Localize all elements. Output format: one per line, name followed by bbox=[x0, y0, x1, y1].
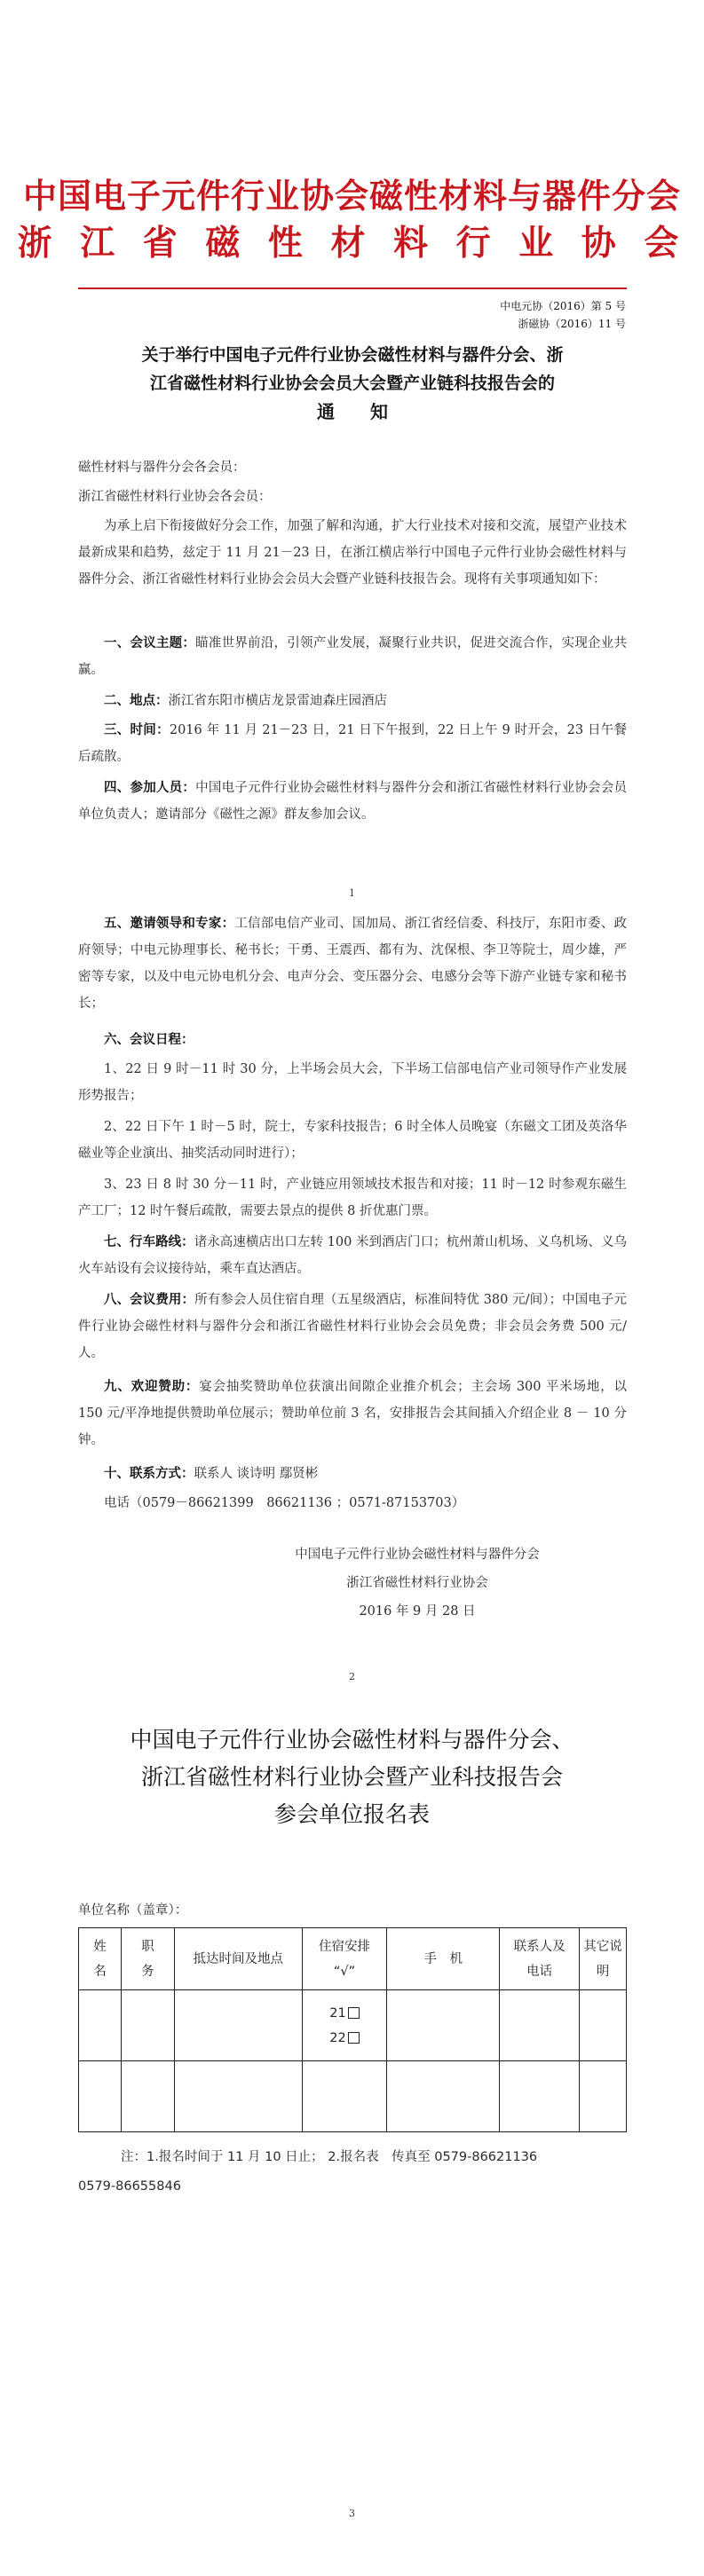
registration-table bbox=[78, 1927, 627, 2132]
item-theme: 一、会议主题：瞄准世界前沿，引领产业发展，凝聚行业共识，促进交流合作，实现企业共赢。 bbox=[78, 636, 628, 677]
col-contact: 联系人及 电话 bbox=[500, 1928, 580, 1990]
col-stay: 住宿安排 “√” bbox=[302, 1928, 387, 1990]
agenda-2: 2、22 日下午 1 时－5 时，院士，专家科技报告；6 时全体人员晚宴（东磁文工团及英洛华磁业等企业演出、抽奖活动同时进行）； bbox=[78, 1120, 627, 1161]
item-agenda: 六、会议日程： bbox=[104, 1033, 194, 1047]
form-title-line-1: 中国电子元件行业协会磁性材料与器件分会、 bbox=[130, 1727, 574, 1753]
notice-title bbox=[78, 341, 627, 426]
intro-paragraph: 为承上启下衔接做好分会工作，加强了解和沟通，扩大行业技术对接和交流，展望产业技术最新成果和趋势，兹定于 11 月 21－23 日，在浙江横店举行中国电子元件行业协会磁性材料与器件分会、浙江省磁性材料行业协会会员大会暨产业链科技报告会。现将有关事项通知如下： bbox=[78, 519, 627, 587]
item-location: 二、地点：浙江省东阳市横店龙景雷迪森庄园酒店 bbox=[104, 694, 387, 708]
checkbox-22[interactable] bbox=[348, 2032, 360, 2044]
cell-name[interactable] bbox=[79, 2061, 122, 2132]
page-number-3: 3 bbox=[349, 2508, 355, 2519]
cell-arrival[interactable] bbox=[174, 1990, 302, 2061]
page-number-1: 1 bbox=[349, 887, 355, 899]
cell-arrival[interactable] bbox=[174, 2061, 302, 2132]
cell-contact[interactable] bbox=[500, 1990, 580, 2061]
doc-number-2: 浙磁协（2016）11 号 bbox=[518, 318, 626, 330]
form-title bbox=[0, 1721, 704, 1833]
item-participants: 四、参加人员：中国电子元件行业协会磁性材料与器件分会和浙江省磁性材料行业协会会员单位负责人；邀请部分《磁性之源》群友参加会议。 bbox=[78, 781, 628, 822]
cell-position[interactable] bbox=[121, 2061, 174, 2132]
cell-contact[interactable] bbox=[500, 2061, 580, 2132]
salutation-2: 浙江省磁性材料行业协会各会员： bbox=[78, 490, 272, 504]
form-title-line-2: 浙江省磁性材料行业协会暨产业科技报告会 bbox=[140, 1764, 563, 1790]
item-guests: 五、邀请领导和专家：工信部电信产业司、国加局、浙江省经信委、科技厅，东阳市委、政府领导；中电元协理事长、秘书长；干勇、王震西、都有为、沈保根、李卫等院士，周少雄，严密等专家，以及中电元协电机分会、电声分会、变压器分会、电感分会等下游产业链专家和秘书长； bbox=[78, 917, 628, 1011]
contact-phone: 电话（0579－86621399 86621136 ；0571-87153703） bbox=[104, 1496, 465, 1510]
item-fees: 八、会议费用：所有参会人员住宿自理（五星级酒店，标准间特优 380 元/间）；中国电子元件行业协会磁性材料与器件分会和浙江省磁性材料行业协会会员免费；非会员会务费 500 元/人。 bbox=[78, 1293, 627, 1360]
unit-name-label: 单位名称（盖章）： bbox=[78, 1903, 188, 1918]
letterhead-divider bbox=[78, 288, 627, 289]
item-time: 三、时间：2016 年 11 月 21－23 日，21 日下午报到，22 日上午 9 时开会，23 日午餐后疏散。 bbox=[78, 723, 628, 764]
col-other: 其它说 明 bbox=[580, 1928, 627, 1990]
signature-date: 2016 年 9 月 28 日 bbox=[359, 1604, 476, 1619]
form-title-line-3: 参会单位报名表 bbox=[273, 1801, 430, 1827]
agenda-3: 3、23 日 8 时 30 分－11 时，产业链应用领域技术报告和对接；11 时－12 时参观东磁生产工厂；12 时午餐后疏散，需要去景点的提供 8 折优惠门票。 bbox=[78, 1178, 627, 1218]
doc-number-1: 中电元协（2016）第 5 号 bbox=[500, 300, 626, 312]
form-note-continued: 0579-86655846 bbox=[78, 2179, 181, 2194]
letterhead-line-2: 浙 江 省 磁 性 材 料 行 业 协 会 bbox=[17, 224, 687, 264]
col-mobile: 手 机 bbox=[387, 1928, 500, 1990]
col-position: 职 务 bbox=[121, 1928, 174, 1990]
letterhead-line-1: 中国电子元件行业协会磁性材料与器件分会 bbox=[22, 177, 681, 216]
cell-position[interactable] bbox=[121, 1990, 174, 2061]
page-number-2: 2 bbox=[349, 1671, 355, 1682]
col-arrival: 抵达时间及地点 bbox=[174, 1928, 302, 1990]
col-name: 姓 名 bbox=[79, 1928, 122, 1990]
cell-name[interactable] bbox=[79, 1990, 122, 2061]
cell-stay bbox=[302, 1990, 387, 2061]
item-route: 七、行车路线：诸永高速横店出口左转 100 米到酒店门口；杭州萧山机场、义乌机场、义乌火车站设有会议接待站，乘车直达酒店。 bbox=[78, 1235, 627, 1276]
salutation-1: 磁性材料与器件分会各会员： bbox=[78, 461, 246, 475]
signature-org-1: 中国电子元件行业协会磁性材料与器件分会 bbox=[295, 1548, 540, 1562]
cell-mobile[interactable] bbox=[387, 2061, 500, 2132]
stay-option-22[interactable]: 22 bbox=[306, 2026, 384, 2051]
checkbox-21[interactable] bbox=[348, 2007, 360, 2019]
notice-title-line-1: 关于举行中国电子元件行业协会磁性材料与器件分会、浙 bbox=[141, 345, 564, 365]
item-sponsorship: 九、欢迎赞助：宴会抽奖赞助单位获演出间隙企业推介机会；主会场 300 平米场地，以 150 元/平净地提供赞助单位展示；赞助单位前 3 名，安排报告会其间插入介绍企业 8 － 10 分钟。 bbox=[78, 1380, 627, 1447]
item-contact: 十、联系方式：联系人 谈诗明 鄢贤彬 bbox=[104, 1467, 319, 1481]
stay-option-21[interactable]: 21 bbox=[306, 2001, 384, 2026]
notice-title-line-2: 江省磁性材料行业协会会员大会暨产业链科技报告会的 bbox=[149, 374, 555, 393]
cell-stay[interactable] bbox=[302, 2061, 387, 2132]
agenda-1: 1、22 日 9 时－11 时 30 分，上半场会员大会，下半场工信部电信产业司领导作产业发展形势报告； bbox=[78, 1062, 627, 1103]
cell-other[interactable] bbox=[580, 2061, 627, 2132]
table-header-row bbox=[79, 1928, 627, 1990]
table-row bbox=[79, 2061, 627, 2132]
table-row bbox=[79, 1990, 627, 2061]
form-note: 注：1.报名时间于 11 月 10 日止； 2.报名表 传真至 0579-86621136 bbox=[121, 2150, 538, 2164]
cell-other[interactable] bbox=[580, 1990, 627, 2061]
signature-org-2: 浙江省磁性材料行业协会 bbox=[346, 1576, 488, 1590]
cell-mobile[interactable] bbox=[387, 1990, 500, 2061]
notice-title-line-3: 通 知 bbox=[317, 401, 388, 422]
